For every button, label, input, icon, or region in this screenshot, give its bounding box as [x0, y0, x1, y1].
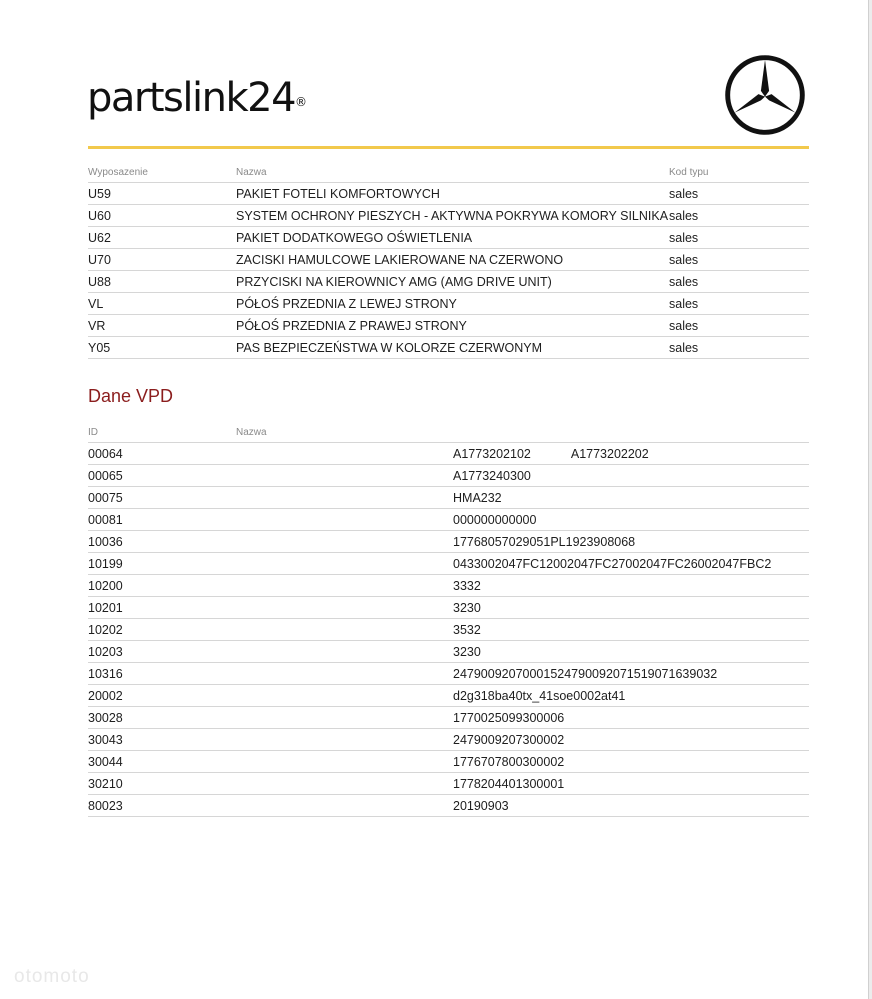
table-row	[88, 729, 809, 751]
vpd-name	[236, 641, 453, 663]
vpd-value-cell	[453, 707, 809, 729]
vpd-value: 1770025099300006	[453, 710, 565, 725]
vpd-value: d2g318ba40tx_41soe0002at41	[453, 688, 626, 703]
equipment-code: Y05	[88, 337, 236, 359]
vpd-value-cell	[453, 663, 809, 685]
table-row	[88, 795, 809, 817]
watermark: otomoto	[14, 966, 90, 987]
vpd-id: 10316	[88, 663, 236, 685]
vpd-value-cell	[453, 487, 809, 509]
column-header-id: ID	[88, 423, 236, 443]
table-row	[88, 271, 809, 293]
vpd-value-cell	[453, 729, 809, 751]
table-row	[88, 293, 809, 315]
table-row	[88, 663, 809, 685]
table-row	[88, 619, 809, 641]
vpd-value: 3532	[453, 622, 481, 637]
vpd-value: 17768057029051PL1923908068	[453, 534, 636, 549]
equipment-name: PAS BEZPIECZEŃSTWA W KOLORZE CZERWONYM	[236, 337, 669, 359]
table-row	[88, 509, 809, 531]
equipment-code: U70	[88, 249, 236, 271]
vpd-value: 1776707800300002	[453, 754, 565, 769]
vpd-value: 2479009207300002	[453, 732, 565, 747]
vpd-name	[236, 751, 453, 773]
vpd-value-cell	[453, 575, 809, 597]
equipment-code: U88	[88, 271, 236, 293]
equipment-code: U62	[88, 227, 236, 249]
vpd-name	[236, 597, 453, 619]
type-code: sales	[669, 249, 809, 271]
table-row	[88, 575, 809, 597]
registered-mark: ®	[295, 95, 308, 109]
vpd-name	[236, 465, 453, 487]
table-row	[88, 315, 809, 337]
equipment-name: PÓŁOŚ PRZEDNIA Z PRAWEJ STRONY	[236, 315, 669, 337]
equipment-name: ZACISKI HAMULCOWE LAKIEROWANE NA CZERWONO	[236, 249, 669, 271]
vpd-value-cell	[453, 531, 809, 553]
column-header-equipment: Wyposazenie	[88, 163, 236, 183]
table-row	[88, 707, 809, 729]
table-row	[88, 183, 809, 205]
three-pointed-star-icon	[724, 54, 806, 136]
table-row	[88, 227, 809, 249]
vpd-name	[236, 553, 453, 575]
vpd-id: 00064	[88, 443, 236, 465]
vpd-value-cell	[453, 443, 809, 465]
vpd-id: 80023	[88, 795, 236, 817]
vpd-name	[236, 619, 453, 641]
table-row	[88, 531, 809, 553]
vpd-value: HMA232	[453, 490, 502, 505]
equipment-code: VR	[88, 315, 236, 337]
vpd-name	[236, 795, 453, 817]
vpd-name	[236, 773, 453, 795]
type-code: sales	[669, 227, 809, 249]
vpd-id: 10200	[88, 575, 236, 597]
vpd-value: A1773240300	[453, 468, 531, 483]
vpd-id: 00075	[88, 487, 236, 509]
type-code: sales	[669, 293, 809, 315]
vpd-value: 1778204401300001	[453, 776, 565, 791]
vpd-value-cell	[453, 795, 809, 817]
vpd-value-cell	[453, 597, 809, 619]
type-code: sales	[669, 183, 809, 205]
brand-name: partslink24	[87, 75, 296, 121]
vpd-id: 00081	[88, 509, 236, 531]
vpd-value-cell	[453, 465, 809, 487]
vpd-header-row	[88, 423, 809, 443]
vpd-value: 20190903	[453, 798, 509, 813]
table-row	[88, 337, 809, 359]
vpd-name	[236, 707, 453, 729]
equipment-code: U59	[88, 183, 236, 205]
equipment-name: SYSTEM OCHRONY PIESZYCH - AKTYWNA POKRYWA KOMORY SILNIKA	[236, 205, 669, 227]
vpd-name	[236, 685, 453, 707]
vpd-id: 10203	[88, 641, 236, 663]
vpd-name	[236, 729, 453, 751]
table-row	[88, 465, 809, 487]
vpd-value-cell	[453, 619, 809, 641]
vpd-table	[88, 423, 809, 817]
header-divider	[88, 146, 809, 149]
equipment-name: PAKIET DODATKOWEGO OŚWIETLENIA	[236, 227, 669, 249]
column-header-value	[453, 423, 809, 443]
vpd-id: 30043	[88, 729, 236, 751]
vpd-id: 30028	[88, 707, 236, 729]
type-code: sales	[669, 205, 809, 227]
equipment-name: PRZYCISKI NA KIEROWNICY AMG (AMG DRIVE UNIT)	[236, 271, 669, 293]
column-header-name: Nazwa	[236, 423, 453, 443]
vpd-name	[236, 575, 453, 597]
equipment-name: PÓŁOŚ PRZEDNIA Z LEWEJ STRONY	[236, 293, 669, 315]
table-row	[88, 597, 809, 619]
type-code: sales	[669, 315, 809, 337]
table-row	[88, 487, 809, 509]
vpd-name	[236, 531, 453, 553]
partslink24-logo	[87, 72, 307, 124]
vpd-value-cell	[453, 773, 809, 795]
table-row	[88, 773, 809, 795]
column-header-name: Nazwa	[236, 163, 669, 183]
vpd-value: 0433002047FC12002047FC27002047FC26002047FBC2	[453, 556, 772, 571]
vpd-id: 30210	[88, 773, 236, 795]
type-code: sales	[669, 271, 809, 293]
equipment-code: U60	[88, 205, 236, 227]
table-row	[88, 685, 809, 707]
table-row	[88, 443, 809, 465]
vpd-id: 10202	[88, 619, 236, 641]
vpd-value-cell	[453, 553, 809, 575]
vpd-value: A1773202102	[453, 446, 531, 461]
vpd-id: 30044	[88, 751, 236, 773]
table-row	[88, 205, 809, 227]
vpd-name	[236, 509, 453, 531]
vpd-id: 10036	[88, 531, 236, 553]
table-row	[88, 553, 809, 575]
column-header-type-code: Kod typu	[669, 163, 809, 183]
vpd-id: 10201	[88, 597, 236, 619]
equipment-header-row	[88, 163, 809, 183]
vpd-name	[236, 487, 453, 509]
table-row	[88, 641, 809, 663]
type-code: sales	[669, 337, 809, 359]
vpd-value: 000000000000	[453, 512, 537, 527]
vpd-id: 10199	[88, 553, 236, 575]
vpd-value: 3230	[453, 600, 481, 615]
equipment-code: VL	[88, 293, 236, 315]
table-row	[88, 249, 809, 271]
vpd-value-cell	[453, 509, 809, 531]
vpd-id: 00065	[88, 465, 236, 487]
table-row	[88, 751, 809, 773]
equipment-table	[88, 163, 809, 359]
vpd-value-cell	[453, 641, 809, 663]
vpd-value: 3332	[453, 578, 481, 593]
vpd-value-cell	[453, 685, 809, 707]
vpd-name	[236, 443, 453, 465]
vpd-id: 20002	[88, 685, 236, 707]
vpd-value: 3230	[453, 644, 481, 659]
vpd-value-cell	[453, 751, 809, 773]
vpd-value-secondary: A1773202202	[570, 446, 649, 461]
equipment-name: PAKIET FOTELI KOMFORTOWYCH	[236, 183, 669, 205]
vpd-value: 24790092070001524790092071519071639032	[453, 666, 718, 681]
vpd-name	[236, 663, 453, 685]
vpd-section-title: Dane VPD	[88, 386, 174, 406]
